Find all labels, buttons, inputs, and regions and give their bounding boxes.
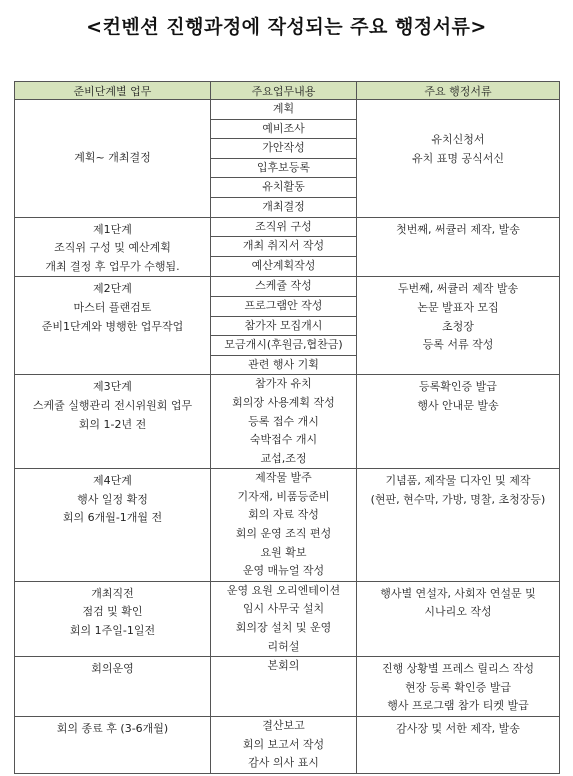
table-row: [15, 217, 560, 277]
task-item: 프로그램안 작성: [211, 296, 356, 316]
stage-text: 회의 종료 후 (3-6개월): [56, 722, 169, 735]
task-item: 회의 보고서 작성: [242, 737, 325, 751]
documents-cell: [357, 375, 560, 469]
stage-cell: [15, 375, 211, 469]
stage-cell: [15, 277, 211, 375]
stage-text: 제2단계: [93, 282, 132, 296]
documents-cell: [357, 277, 560, 375]
stage-text: 회의 6개월-1개월 전: [62, 511, 163, 525]
stage-text: 마스터 플랜검토: [73, 300, 152, 314]
task-item: 등록 접수 개시: [248, 414, 319, 428]
page-title: <컨벤션 진행과정에 작성되는 주요 행정서류>: [86, 16, 487, 38]
task-item: 기자재, 비품등준비: [237, 489, 330, 503]
stage-text: 개최 결정 후 업무가 수행됨.: [45, 259, 180, 273]
tasks-cell: [211, 375, 357, 469]
stage-cell: [15, 469, 211, 582]
stage-cell: [15, 717, 211, 774]
document-item: 진행 상황별 프레스 릴리스 작성: [381, 662, 535, 676]
document-item: 유치신청서: [431, 133, 485, 146]
task-item: 예산계획작성: [211, 256, 356, 276]
stage-text: 점검 및 확인: [82, 605, 143, 619]
task-item: 운영 요원 오리엔테이션: [226, 583, 341, 597]
task-item: 스케쥴 작성: [255, 279, 312, 293]
table-row: [15, 375, 560, 469]
stage-cell: [15, 581, 211, 656]
stage-text: 회의운영: [91, 662, 134, 676]
task-item: 계획: [272, 102, 295, 115]
table-body: [15, 100, 560, 774]
document-item: 감사장 및 서한 제작, 발송: [396, 722, 520, 735]
task-item: 입후보등록: [211, 158, 356, 178]
task-item: 참가자 유치: [255, 377, 312, 391]
document-item: 등록 서류 작성: [422, 338, 494, 352]
task-item: 예비조사: [211, 119, 356, 139]
document-item: 유치 표명 공식서신: [411, 151, 504, 165]
task-item: 본회의: [267, 659, 300, 673]
task-item: 유치활동: [211, 177, 356, 197]
task-item: 모금개시(후원금,협찬금): [211, 335, 356, 355]
documents-cell: [357, 217, 560, 277]
task-item: 회의 자료 작성: [248, 508, 319, 522]
stage-text: 조직위 구성 및 예산계획: [54, 241, 171, 255]
stage-text: 계획~ 개최결정: [74, 151, 151, 164]
stage-text: 제3단계: [93, 380, 132, 394]
stage-text: 회의 1주일-1일전: [69, 624, 156, 638]
stage-text: 준비1단계와 병행한 업무작업: [41, 319, 184, 333]
task-item: 관련 행사 기획: [211, 355, 356, 375]
task-item: 운영 매뉴얼 작성: [242, 564, 325, 578]
task-item: 요원 확보: [260, 545, 307, 559]
table-header-row: [15, 82, 560, 100]
tasks-cell: [211, 277, 357, 375]
tasks-cell: [211, 657, 357, 717]
header-documents: 주요 행정서류: [357, 82, 560, 100]
task-item: 가안작성: [211, 138, 356, 158]
task-item: 조직위 구성: [255, 219, 312, 233]
document-item: 두번째, 써큘러 제작 발송: [397, 282, 519, 296]
table-row: [15, 581, 560, 656]
table-row: [15, 100, 560, 218]
documents-cell: [357, 717, 560, 774]
stage-cell: [15, 657, 211, 717]
stage-text: 행사 일정 확정: [77, 492, 148, 506]
documents-cell: [357, 469, 560, 582]
header-tasks: 주요업무내용: [211, 82, 357, 100]
documents-cell: [357, 100, 560, 218]
document-item: 기념품, 제작물 디자인 및 제작: [385, 474, 531, 488]
document-item: 시나리오 작성: [424, 605, 492, 619]
table-row: [15, 277, 560, 375]
stage-cell: [15, 217, 211, 277]
tasks-cell: [211, 100, 357, 218]
document-item: 행사별 연설자, 사회자 연설문 및: [380, 586, 536, 600]
stage-text: 스케쥴 실행관리 전시위원회 업무: [32, 398, 193, 412]
table-row: [15, 657, 560, 717]
document-item: 첫번째, 써큘러 제작, 발송: [396, 222, 520, 236]
task-item: 리허설: [267, 639, 300, 653]
tasks-cell: [211, 581, 357, 656]
task-item: 회의장 사용계획 작성: [232, 395, 335, 409]
task-item: 결산보고: [262, 719, 305, 732]
stage-text: 회의 1-2년 전: [78, 417, 147, 431]
task-item: 감사 의사 표시: [248, 756, 319, 770]
stage-text: 제1단계: [93, 222, 132, 236]
task-item: 개최결정: [211, 197, 356, 217]
task-item: 개최 취지서 작성: [211, 236, 356, 256]
tasks-cell: [211, 469, 357, 582]
table-row: [15, 717, 560, 774]
table-row: [15, 469, 560, 582]
admin-documents-table: [14, 81, 560, 774]
header-stage: 준비단계별 업무: [15, 82, 211, 100]
document-item: 행사 안내문 발송: [417, 398, 499, 412]
document-item: 등록확인증 발급: [419, 380, 497, 394]
task-item: 임시 사무국 설치: [242, 602, 325, 616]
stage-text: 제4단계: [93, 474, 132, 488]
stage-cell: [15, 100, 211, 218]
document-item: 논문 발표자 모집: [417, 300, 499, 314]
stage-text: 개최직전: [91, 586, 134, 600]
task-item: 제작물 발주: [255, 471, 312, 485]
documents-cell: [357, 657, 560, 717]
tasks-cell: [211, 217, 357, 277]
task-item: 회의장 설치 및 운영: [235, 621, 332, 635]
tasks-cell: [211, 717, 357, 774]
task-item: 숙박접수 개시: [249, 433, 318, 447]
document-item: 초청장: [442, 319, 474, 333]
document-item: 현장 등록 확인증 발급: [404, 680, 512, 694]
task-item: 참가자 모집개시: [211, 316, 356, 336]
documents-cell: [357, 581, 560, 656]
task-item: 교섭,조정: [260, 451, 307, 465]
document-item: (현판, 현수막, 가방, 명찰, 초청장등): [370, 492, 546, 506]
document-item: 행사 프로그램 참가 티켓 발급: [387, 699, 529, 713]
task-item: 회의 운영 조직 편성: [235, 527, 332, 541]
